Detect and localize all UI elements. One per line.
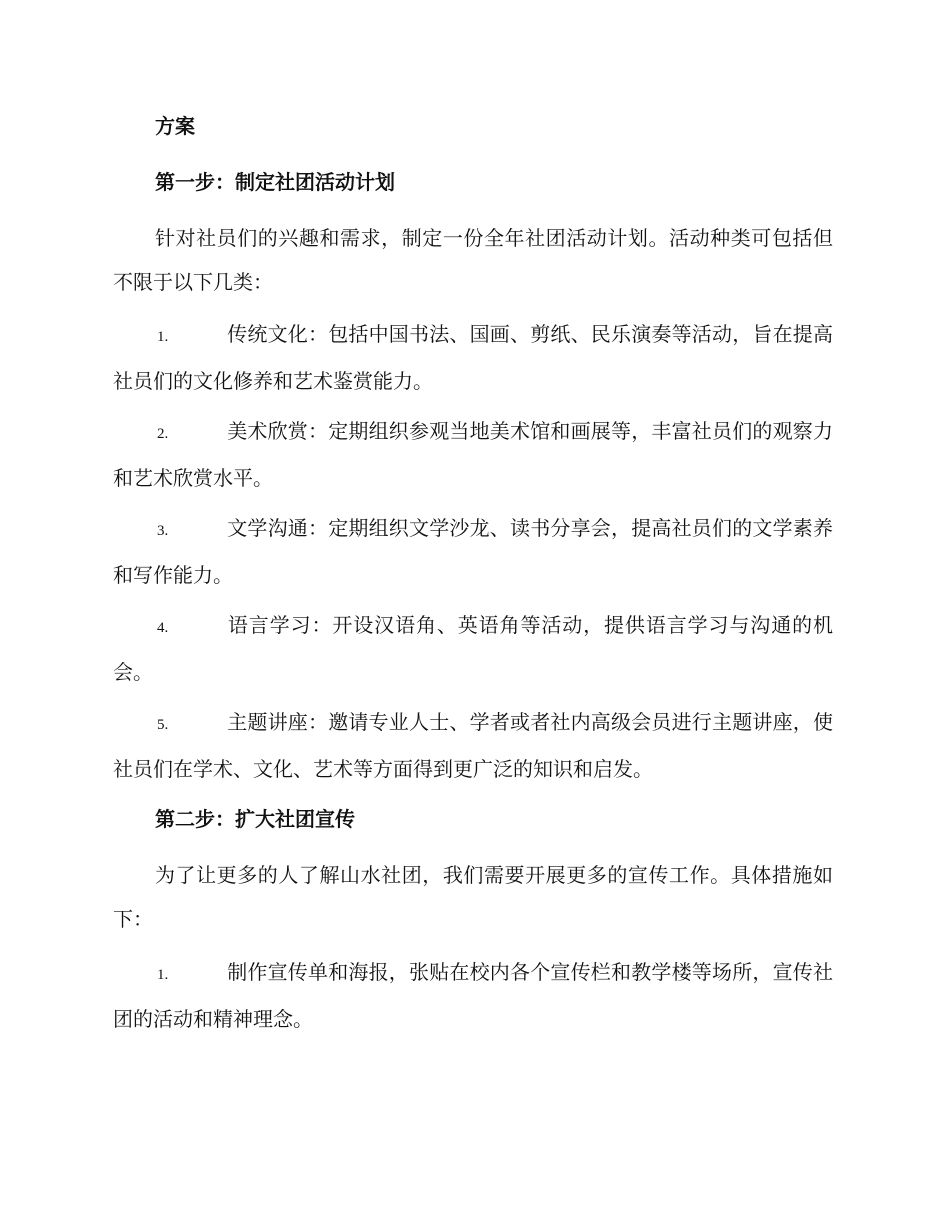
list-number: 2. bbox=[157, 426, 169, 442]
step1-list-item bbox=[113, 312, 833, 403]
list-item-text: 美术欣赏：定期组织参观当地美术馆和画展等，丰富社员们的观察力和艺术欣赏水平。 bbox=[113, 419, 833, 490]
list-number: 1. bbox=[157, 967, 169, 983]
document-title: 方案 bbox=[155, 114, 195, 138]
list-number: 1. bbox=[157, 329, 169, 345]
list-number: 5. bbox=[157, 717, 169, 733]
step1-list-item bbox=[113, 409, 833, 500]
step1-list-item bbox=[113, 603, 833, 694]
list-number: 4. bbox=[157, 620, 169, 636]
list-number: 3. bbox=[157, 523, 169, 539]
step2-intro-paragraph: 为了让更多的人了解山水社团，我们需要开展更多的宣传工作。具体措施如下： bbox=[113, 863, 833, 931]
step2-heading: 第二步：扩大社团宣传 bbox=[155, 807, 355, 831]
step2-list-item bbox=[113, 950, 833, 1041]
step1-list-item bbox=[113, 700, 833, 791]
list-item-text: 主题讲座：邀请专业人士、学者或者社内高级会员进行主题讲座，使社员们在学术、文化、艺术等方面得到更广泛的知识和启发。 bbox=[113, 710, 833, 781]
step1-heading: 第一步：制定社团活动计划 bbox=[155, 170, 395, 194]
list-item-text: 传统文化：包括中国书法、国画、剪纸、民乐演奏等活动，旨在提高社员们的文化修养和艺术鉴赏能力。 bbox=[113, 322, 833, 393]
list-item-text: 制作宣传单和海报，张贴在校内各个宣传栏和教学楼等场所，宣传社团的活动和精神理念。 bbox=[113, 960, 833, 1031]
list-item-text: 语言学习：开设汉语角、英语角等活动，提供语言学习与沟通的机会。 bbox=[113, 613, 833, 684]
step1-intro-paragraph: 针对社员们的兴趣和需求，制定一份全年社团活动计划。活动种类可包括但不限于以下几类： bbox=[113, 226, 833, 294]
list-item-text: 文学沟通：定期组织文学沙龙、读书分享会，提高社员们的文学素养和写作能力。 bbox=[113, 516, 833, 587]
step1-list-item bbox=[113, 506, 833, 597]
